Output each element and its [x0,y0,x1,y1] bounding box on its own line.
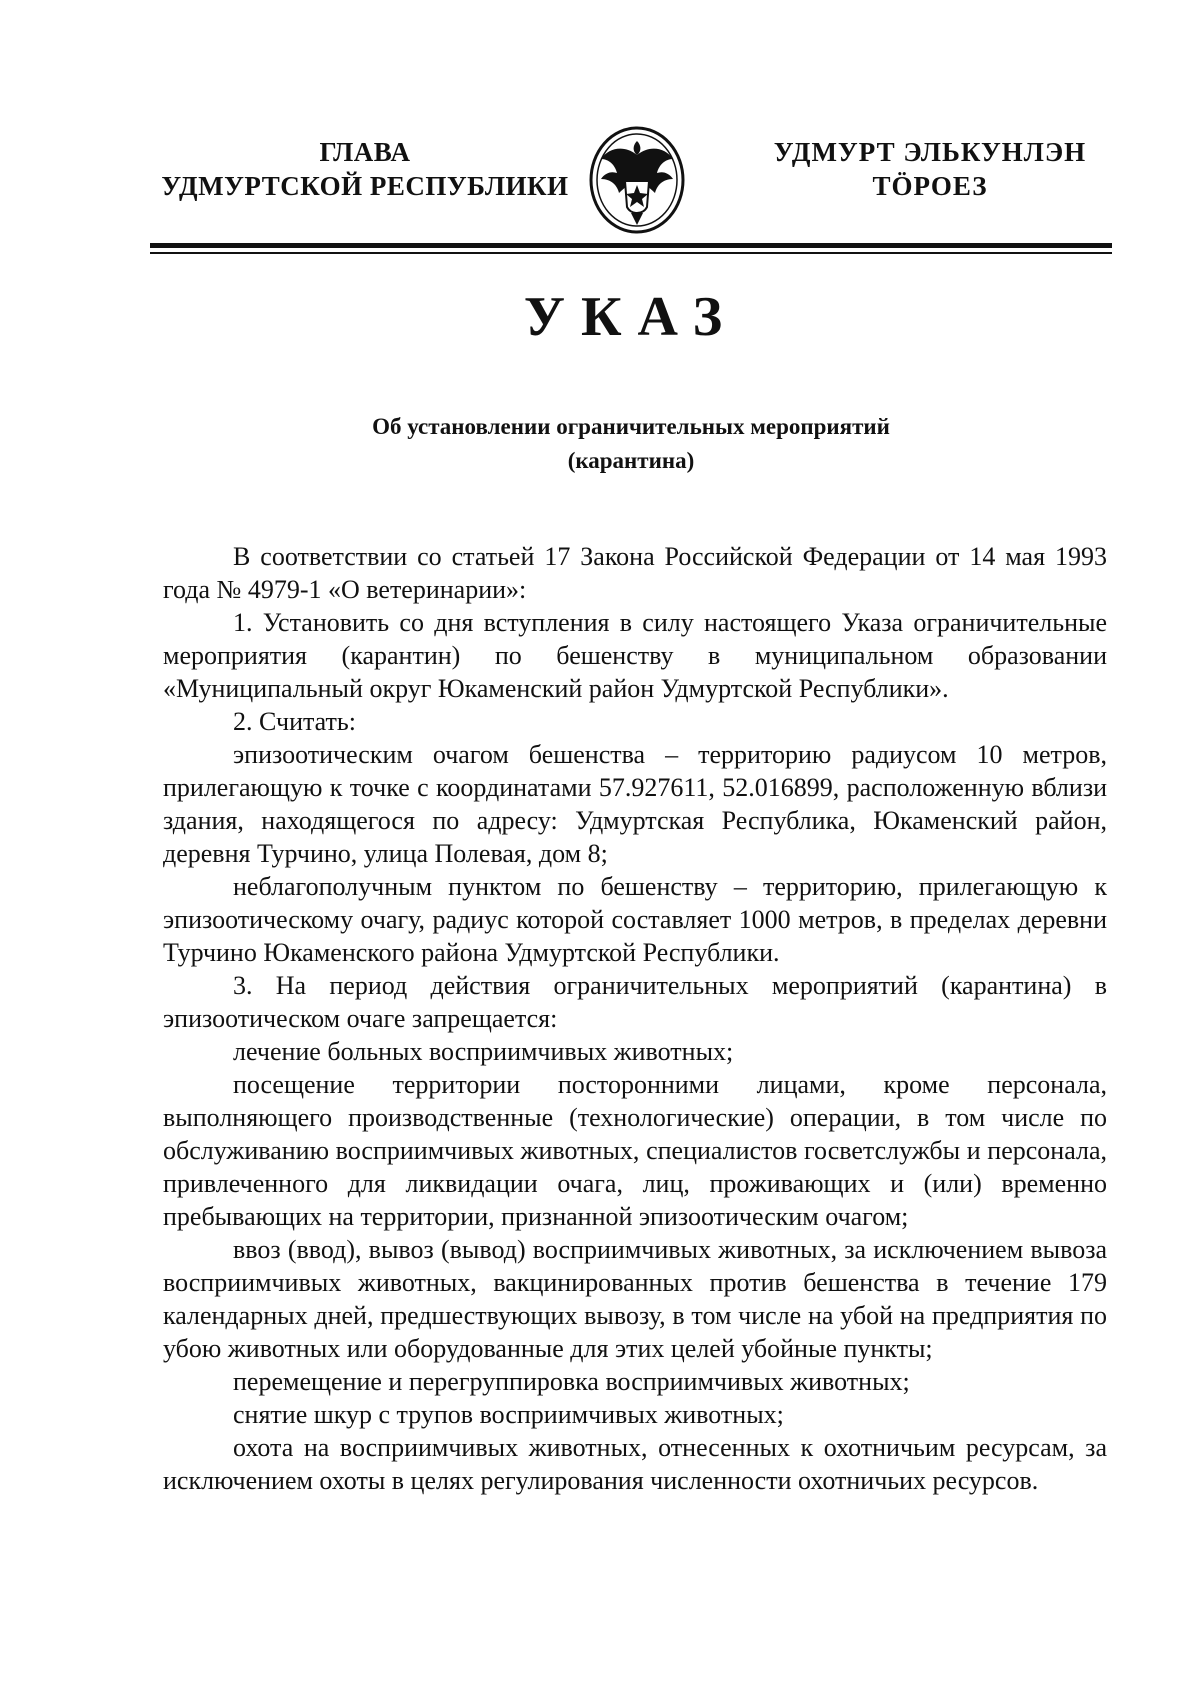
paragraph-unsafe-area-definition: неблагополучным пунктом по бешенству – территорию, прилегающую к эпизоотическому очагу, радиус которой составляет 1000 метров, в пределах деревни Турчино Юкаменского района Удмуртской Республики. [163,872,1107,967]
document-subject [150,410,1112,478]
letterhead-left [150,135,580,203]
document-title: УКАЗ [523,286,739,348]
document-body [163,540,1107,1497]
paragraph-ban-regrouping: перемещение и перегруппировка восприимчивых животных; [233,1367,910,1396]
coat-of-arms-icon [587,125,687,235]
letterhead-right-line1: УДМУРТ ЭЛЬКУНЛЭН [773,137,1087,167]
paragraph-ban-hunting: охота на восприимчивых животных, отнесенных к охотничьим ресурсам, за исключением охоты в целях регулирования численности охотничьих ресурсов. [163,1433,1107,1495]
paragraph-ban-movement: ввоз (ввод), вывоз (вывод) восприимчивых животных, за исключением вывоза восприимчивых животных, вакцинированных против бешенства в течение 179 календарных дней, предшествующих вывозу, в том числе на убой на предприятия по убою животных или оборудованные для этих целей убойные пункты; [163,1235,1107,1363]
paragraph-ban-skinning: снятие шкур с трупов восприимчивых животных; [233,1400,784,1429]
paragraph-ban-visits: посещение территории посторонними лицами, кроме персонала, выполняющего производственные (технологические) операции, в том числе по обслуживанию восприимчивых животных, специалистов госветслужбы и персонала, привлеченного для ликвидации очага, лиц, проживающих и (или) временно пребывающих на территории, признанной эпизоотическим очагом; [163,1070,1107,1231]
paragraph-item-3: 3. На период действия ограничительных мероприятий (карантина) в эпизоотическом очаге запрещается: [163,971,1107,1033]
paragraph-preamble: В соответствии со статьей 17 Закона Российской Федерации от 14 мая 1993 года № 4979-1 «О ветеринарии»: [163,542,1107,604]
letterhead-left-line2: УДМУРТСКОЙ РЕСПУБЛИКИ [161,171,569,201]
paragraph-item-2: 2. Считать: [233,707,356,736]
paragraph-ban-treatment: лечение больных восприимчивых животных; [233,1037,734,1066]
header-rule-thick [150,243,1112,248]
letterhead-right-line2: ТӦРОЕЗ [872,171,988,201]
header-rule-thin [150,252,1112,254]
letterhead [150,125,1110,230]
subject-line-1: Об установлении ограничительных мероприятий [372,414,890,439]
subject-line-2: (карантина) [567,448,695,473]
paragraph-focus-definition: эпизоотическим очагом бешенства – территорию радиусом 10 метров, прилегающую к точке с координатами 57.927611, 52.016899, расположенную вблизи здания, находящегося по адресу: Удмуртская Республика, Юкаменский район, деревня Турчино, улица Полевая, дом 8; [163,740,1107,868]
letterhead-left-line1: ГЛАВА [319,137,411,167]
letterhead-right [750,135,1110,203]
paragraph-item-1: 1. Установить со дня вступления в силу настоящего Указа ограничительные мероприятия (карантин) по бешенству в муниципальном образовании «Муниципальный округ Юкаменский район Удмуртской Республики». [163,608,1107,703]
